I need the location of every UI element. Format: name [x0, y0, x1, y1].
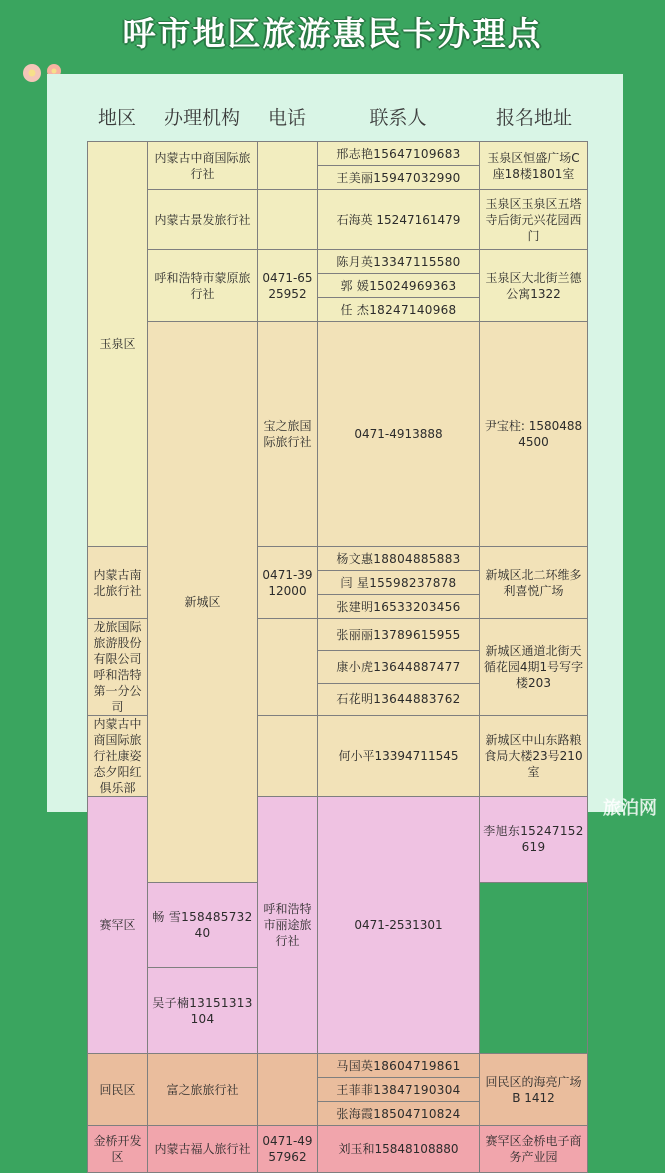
agency-cell: 内蒙古景发旅行社	[148, 190, 258, 250]
table-row	[88, 142, 588, 166]
watermark-logo: 旅泊网	[603, 798, 657, 819]
table-row	[88, 250, 588, 274]
district-cell: 新城区	[148, 322, 258, 883]
phone-cell: 0471-4957962	[258, 1126, 318, 1173]
table-row	[88, 190, 588, 250]
phone-cell: 0471-3912000	[258, 547, 318, 619]
address-cell: 回民区的海亮广场B 1412	[480, 1054, 588, 1126]
table-row	[88, 1126, 588, 1173]
district-cell: 回民区	[88, 1054, 148, 1126]
phone-cell: 0471-6525952	[258, 250, 318, 322]
header-contact: 联系人	[369, 107, 427, 129]
agency-cell: 内蒙古南北旅行社	[88, 547, 148, 619]
agency-cell: 内蒙古中商国际旅行社康姿态夕阳红俱乐部	[88, 716, 148, 797]
agency-cell: 内蒙古福人旅行社	[148, 1126, 258, 1173]
table-row	[88, 1054, 588, 1078]
contact-cell: 任 杰18247140968	[318, 298, 480, 322]
contact-cell: 杨文惠18804885883	[318, 547, 480, 571]
contact-cell: 张海霞18504710824	[318, 1102, 480, 1126]
agency-cell: 内蒙古中商国际旅行社	[148, 142, 258, 190]
header-district: 地区	[97, 107, 136, 129]
contact-cell: 何小平13394711545	[318, 716, 480, 797]
phone-cell	[258, 716, 318, 797]
address-cell: 玉泉区恒盛广场C座18楼1801室	[480, 142, 588, 190]
agency-cell: 宝之旅国际旅行社	[258, 322, 318, 547]
phone-cell	[258, 190, 318, 250]
contact-cell: 尹宝柱: 15804884500	[480, 322, 588, 547]
agency-cell: 呼和浩特市丽途旅行社	[258, 797, 318, 1054]
address-cell: 玉泉区大北街兰德公寓1322	[480, 250, 588, 322]
address-cell: 赛罕区金桥电子商务产业园	[480, 1126, 588, 1173]
table-row	[88, 322, 588, 547]
contact-cell: 邢志艳15647109683	[318, 142, 480, 166]
phone-cell	[258, 1054, 318, 1126]
contact-cell: 王美丽15947032990	[318, 166, 480, 190]
contact-cell: 马国英18604719861	[318, 1054, 480, 1078]
phone-cell: 0471-2531301	[318, 797, 480, 1054]
header-address: 报名地址	[495, 107, 572, 129]
phone-cell	[258, 619, 318, 716]
agency-cell: 龙旅国际旅游股份有限公司呼和浩特第一分公司	[88, 619, 148, 716]
phone-cell: 0471-4913888	[318, 322, 480, 547]
contact-cell: 张建明16533203456	[318, 595, 480, 619]
district-cell: 金桥开发区	[88, 1126, 148, 1173]
contact-cell: 刘玉和15848108880	[318, 1126, 480, 1173]
contact-cell: 畅 雪15848573240	[148, 882, 258, 968]
agency-cell: 呼和浩特市蒙原旅行社	[148, 250, 258, 322]
contact-cell: 石海英 15247161479	[318, 190, 480, 250]
contact-cell: 闫 星15598237878	[318, 571, 480, 595]
page-title: 呼市地区旅游惠民卡办理点	[122, 14, 543, 53]
contact-cell: 张丽丽13789615955	[318, 619, 480, 651]
agency-cell: 富之旅旅行社	[148, 1054, 258, 1126]
phone-cell	[258, 142, 318, 190]
contact-cell: 康小虎13644887477	[318, 651, 480, 683]
contact-cell: 石花明13644883762	[318, 683, 480, 715]
contact-cell: 吴子楠13151313104	[148, 968, 258, 1054]
header-phone: 电话	[267, 107, 306, 129]
contact-cell: 王菲菲13847190304	[318, 1078, 480, 1102]
address-cell: 新城区北二环维多利喜悦广场	[480, 547, 588, 619]
agency-table	[87, 141, 588, 1173]
header-agency: 办理机构	[163, 107, 240, 129]
contact-cell: 陈月英13347115580	[318, 250, 480, 274]
district-cell: 玉泉区	[88, 142, 148, 547]
contact-cell: 郭 媛15024969363	[318, 274, 480, 298]
address-cell: 新城区中山东路粮食局大楼23号210室	[480, 716, 588, 797]
contact-cell: 李旭东15247152619	[480, 797, 588, 883]
address-cell: 新城区通道北街天循花园4期1号写字楼203	[480, 619, 588, 716]
address-cell: 玉泉区玉泉区五塔寺后街元兴花园西门	[480, 190, 588, 250]
district-cell: 赛罕区	[88, 797, 148, 1054]
